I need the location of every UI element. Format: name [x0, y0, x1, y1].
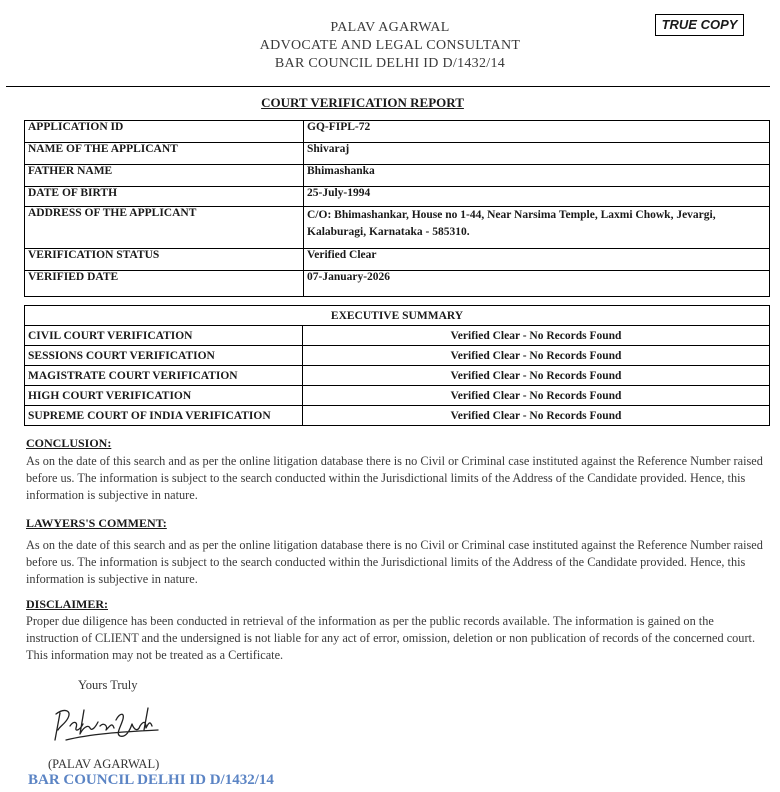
row-label: MAGISTRATE COURT VERIFICATION [25, 366, 303, 386]
letterhead-bar-id: BAR COUNCIL DELHI ID D/1432/14 [274, 56, 506, 71]
table-row [25, 165, 770, 187]
executive-summary-title: EXECUTIVE SUMMARY [25, 306, 770, 326]
row-value: Verified Clear [304, 249, 770, 271]
header-divider [6, 86, 770, 87]
true-copy-stamp: TRUE COPY [655, 14, 744, 36]
table-row [25, 366, 770, 386]
lawyers-comment-text: As on the date of this search and as per the online litigation database there is no Civil or Criminal case instituted against the Reference Number raised before us. The information is subject to the search conducted within the Jurisdictional limits of the Address of the Candidate provided. Hence, this information is subjective in nature. [26, 538, 763, 586]
table-row [25, 326, 770, 346]
row-value: Shivaraj [304, 143, 770, 165]
row-value: 07-January-2026 [304, 271, 770, 297]
row-label: SESSIONS COURT VERIFICATION [25, 346, 303, 366]
row-value: C/O: Bhimashankar, House no 1-44, Near Narsima Temple, Laxmi Chowk, Jevargi, Kalaburagi, Karnataka - 585310. [304, 207, 770, 249]
row-value: GQ-FIPL-72 [304, 121, 770, 143]
row-value: 25-July-1994 [304, 187, 770, 207]
applicant-details-table [24, 120, 770, 297]
table-row [25, 271, 770, 297]
row-value: Bhimashanka [304, 165, 770, 187]
executive-summary-table [24, 305, 770, 426]
table-row [25, 187, 770, 207]
table-row [25, 249, 770, 271]
table-row [25, 121, 770, 143]
row-value: Verified Clear - No Records Found [303, 366, 770, 386]
row-label: HIGH COURT VERIFICATION [25, 386, 303, 406]
row-value: Verified Clear - No Records Found [303, 326, 770, 346]
disclaimer-text: Proper due diligence has been conducted in retrieval of the information as per the public records available. The information is gained on the instruction of CLIENT and the undersigned is not liable for any act of error, omission, deletion or non publication of records of the concerned court. This information may not be treated as a Certificate. [26, 614, 756, 662]
report-title: COURT VERIFICATION REPORT [261, 95, 464, 110]
row-label: ADDRESS OF THE APPLICANT [25, 207, 304, 249]
row-value: Verified Clear - No Records Found [303, 346, 770, 366]
table-row [25, 346, 770, 366]
table-row [25, 143, 770, 165]
row-value: Verified Clear - No Records Found [303, 386, 770, 406]
row-label: CIVIL COURT VERIFICATION [25, 326, 303, 346]
row-label: VERIFICATION STATUS [25, 249, 304, 271]
table-row [25, 386, 770, 406]
row-label: DATE OF BIRTH [25, 187, 304, 207]
letterhead-name: PALAV AGARWAL [330, 20, 450, 35]
row-label: APPLICATION ID [25, 121, 304, 143]
closing-salutation: Yours Truly [78, 678, 138, 692]
disclaimer-heading: DISCLAIMER: [26, 597, 109, 611]
row-label: FATHER NAME [25, 165, 304, 187]
letterhead-designation: ADVOCATE AND LEGAL CONSULTANT [259, 38, 521, 53]
table-row [25, 207, 770, 249]
conclusion-heading: CONCLUSION: [26, 436, 112, 450]
row-label: NAME OF THE APPLICANT [25, 143, 304, 165]
row-label: SUPREME COURT OF INDIA VERIFICATION [25, 406, 303, 426]
signatory-name: (PALAV AGARWAL) [48, 757, 160, 771]
conclusion-text: As on the date of this search and as per the online litigation database there is no Civil or Criminal case instituted against the Reference Number raised before us. The information is subject to the search conducted within the Jurisdictional limits of the Address of the Candidate provided. Hence, this information is subjective in nature. [26, 454, 763, 502]
lawyers-comment-heading: LAWYERS'S COMMENT: [26, 516, 167, 530]
row-label: VERIFIED DATE [25, 271, 304, 297]
row-value: Verified Clear - No Records Found [303, 406, 770, 426]
footer-bar-id: BAR COUNCIL DELHI ID D/1432/14 [28, 772, 274, 788]
table-header-row [25, 306, 770, 326]
signature-image [50, 700, 165, 748]
table-row [25, 406, 770, 426]
